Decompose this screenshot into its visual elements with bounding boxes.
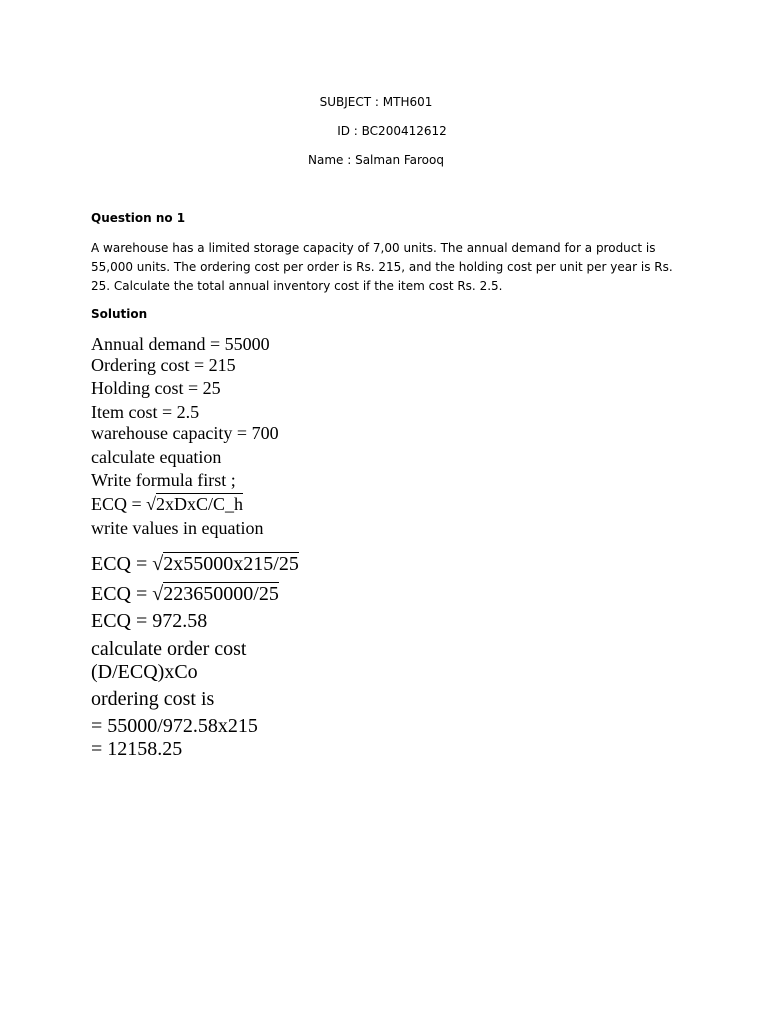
student-name-line: Name : Salman Farooq xyxy=(308,153,444,167)
student-id-line: ID : BC200412612 xyxy=(337,124,447,138)
square-root-icon: √ xyxy=(152,553,164,575)
ecq-line1-prefix: ECQ = xyxy=(91,553,153,575)
given-item-cost: Item cost = 2.5 xyxy=(91,402,200,422)
ordering-cost-calculation: = 55000/972.58x215 xyxy=(91,715,258,737)
square-root-icon: √ xyxy=(146,494,157,514)
ecq-substitution xyxy=(91,551,299,577)
ecq-result: ECQ = 972.58 xyxy=(91,610,208,632)
step-write-values: write values in equation xyxy=(91,518,264,538)
ecq-line1-radicand: 2x55000x215/25 xyxy=(163,553,299,575)
given-annual-demand: Annual demand = 55000 xyxy=(91,334,270,354)
ecq-formula-prefix: ECQ = xyxy=(91,494,147,514)
given-ordering-cost: Ordering cost = 215 xyxy=(91,355,236,375)
question-body: A warehouse has a limited storage capacity of 7,00 units. The annual demand for a product is 55,000 units. The ordering cost per order is Rs. 215, and the holding cost per unit per year is Rs. 25. Calculate the total annual inventory cost if the item cost Rs. 2.5. xyxy=(91,241,673,293)
ecq-line2-prefix: ECQ = xyxy=(91,583,153,605)
ecq-formula xyxy=(91,493,243,516)
subject-line: SUBJECT : MTH601 xyxy=(319,95,433,109)
given-holding-cost: Holding cost = 25 xyxy=(91,378,221,398)
ecq-line2-radicand: 223650000/25 xyxy=(163,583,279,605)
order-cost-formula: (D/ECQ)xCo xyxy=(91,661,198,683)
question-title: Question no 1 xyxy=(91,211,186,225)
ecq-simplified xyxy=(91,581,279,607)
solution-title: Solution xyxy=(91,307,148,321)
step-calculate-equation: calculate equation xyxy=(91,447,222,467)
step-ordering-cost-is: ordering cost is xyxy=(91,688,215,710)
given-warehouse-capacity: warehouse capacity = 700 xyxy=(91,423,279,443)
step-write-formula: Write formula first ; xyxy=(91,470,236,490)
step-calculate-order-cost: calculate order cost xyxy=(91,638,247,660)
ecq-formula-radicand: 2xDxC/C_h xyxy=(156,494,244,514)
ordering-cost-result: = 12158.25 xyxy=(91,738,183,760)
square-root-icon: √ xyxy=(152,583,164,605)
